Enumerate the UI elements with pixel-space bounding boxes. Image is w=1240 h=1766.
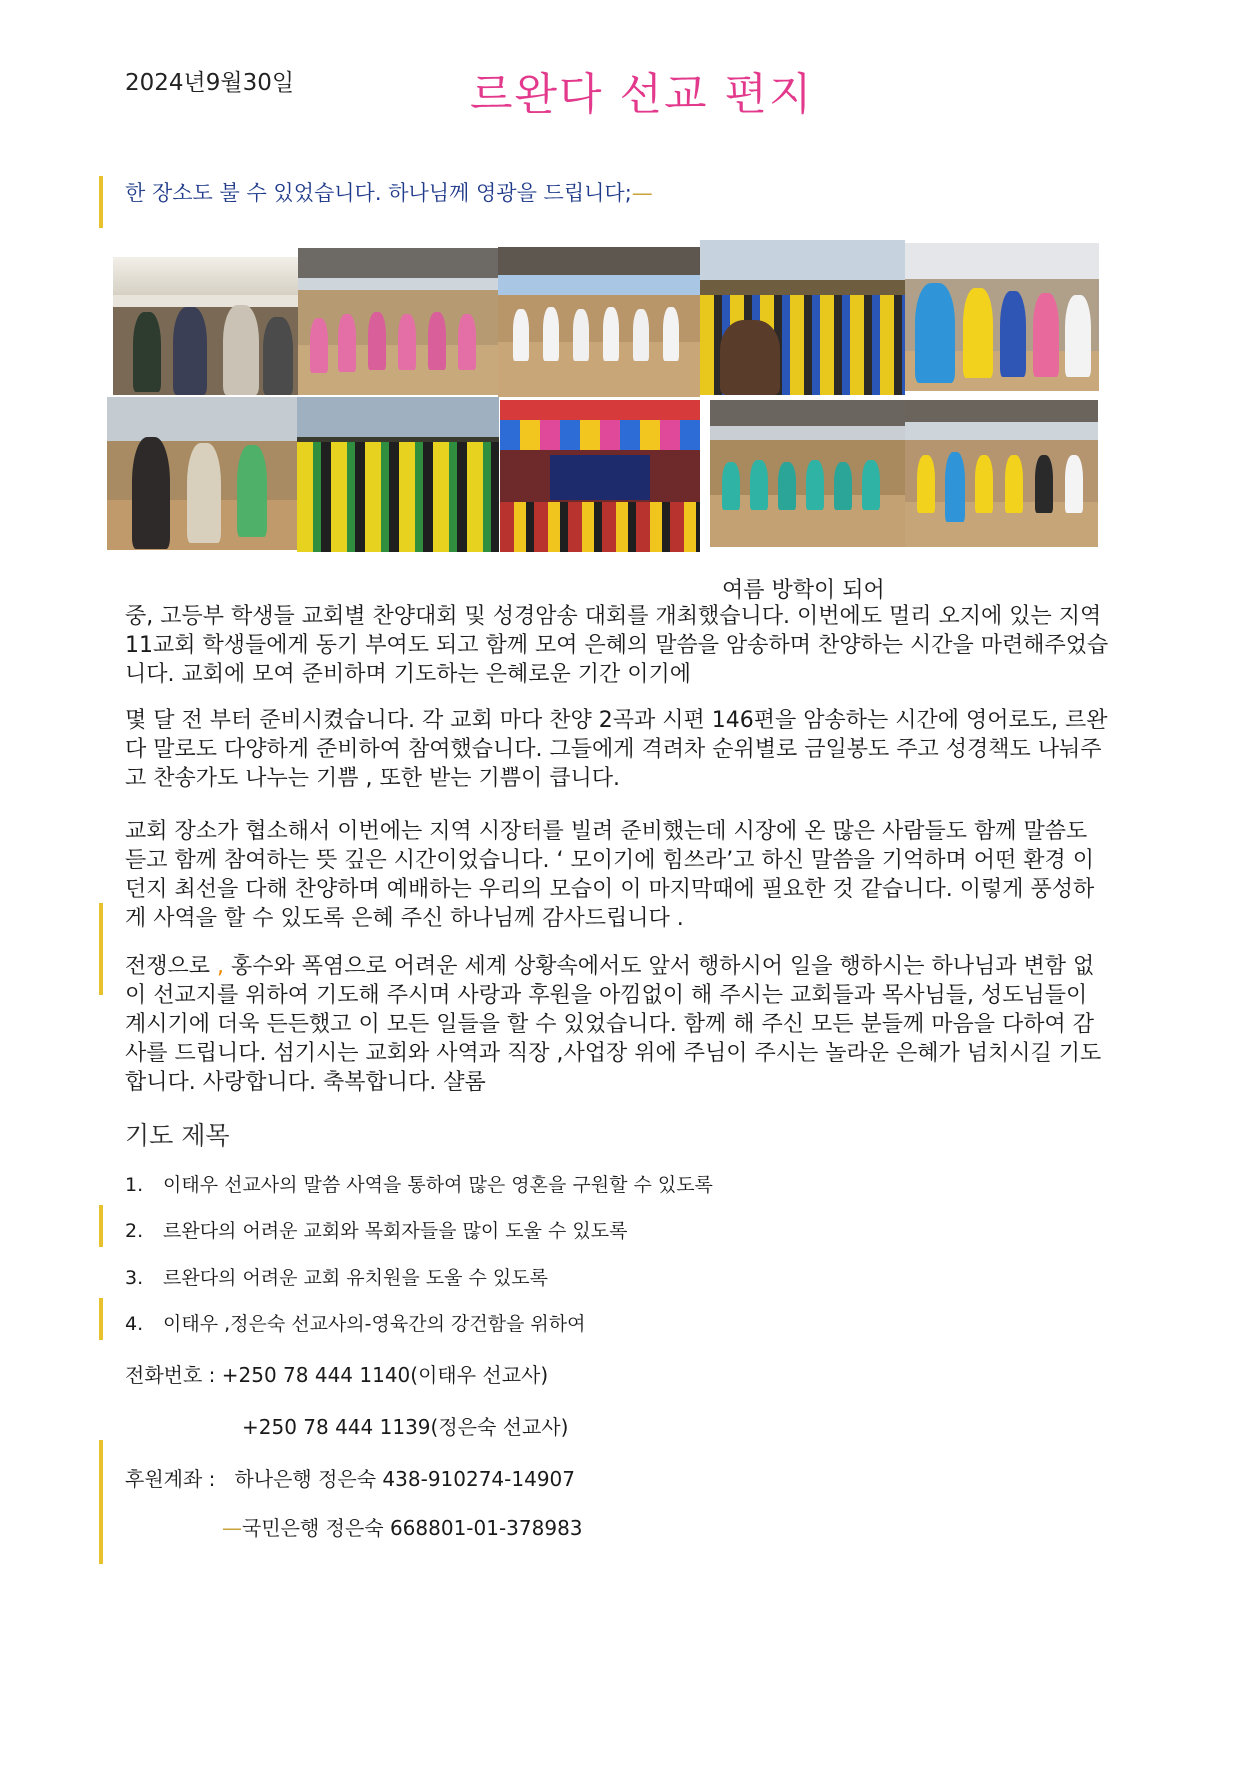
paragraph-4-a: 전쟁으로	[125, 954, 218, 979]
photo-white-choir	[498, 247, 700, 397]
photo-pink-dancers	[298, 248, 498, 395]
margin-bar	[99, 1205, 103, 1247]
account-line-1	[125, 1463, 575, 1492]
photo-crowd-hands	[700, 240, 905, 395]
photo-gift-giving	[107, 397, 297, 550]
photo-yellow-line	[905, 400, 1098, 547]
prayer-item	[125, 1309, 586, 1336]
prayer-item-num: 1.	[125, 1174, 144, 1196]
photo-green-books	[297, 397, 499, 552]
prayer-item-num: 4.	[125, 1313, 144, 1335]
subtitle-tail: —	[631, 181, 653, 205]
photo-bible-raise	[905, 243, 1099, 391]
phone-number-2: +250 78 444 1139(정은숙 선교사)	[242, 1415, 569, 1439]
prayer-item-num: 3.	[125, 1267, 144, 1289]
paragraph-1: 중, 고등부 학생들 교회별 찬양대회 및 성경암송 대회를 개최했습니다. 이번에도 멀리 오지에 있는 지역 11교회 학생들에게 동기 부여도 되고 함께 모여 은혜의 말씀을 암송하며 찬양하는 시간을 마련해주었습니다. 교회에 모여 준비하며 기도하는 은혜로운 기간 이기에	[125, 604, 1109, 687]
account-label: 후원계좌 :	[125, 1467, 216, 1491]
photo-stage-hall	[500, 400, 700, 552]
paragraph-3: 교회 장소가 협소해서 이번에는 지역 시장터를 빌려 준비했는데 시장에 온 많은 사람들도 함께 말씀도 듣고 함께 참여하는 뜻 깊은 시간이었습니다. ‘ 모이기에 힘쓰라’고 하신 말씀을 기억하며 어떤 환경 이던지 최선을 다해 찬양하며 예배하는 우리의 모습이 이 마지막때에 필요한 것 같습니다. 이렇게 풍성하게 사역을 할 수 있도록 은혜 주신 하나님께 감사드립니다 .	[125, 819, 1095, 931]
subtitle	[125, 177, 653, 207]
margin-bar	[99, 903, 103, 995]
paragraph-2: 몇 달 전 부터 준비시켰습니다. 각 교회 마다 찬양 2곡과 시편 146편을 암송하는 시간에 영어로도, 르완다 말로도 다양하게 준비하여 참여했습니다. 그들에게 격려차 순위별로 금일봉도 주고 성경책도 나눠주고 찬송가도 나누는 기쁨 , 또한 받는 기쁨이 큽니다.	[125, 708, 1108, 791]
prayer-heading: 기도 제목	[125, 1121, 230, 1150]
account-line-2	[222, 1512, 583, 1541]
margin-bar	[99, 176, 103, 228]
account-number-1: 하나은행 정은숙 438-910274-14907	[234, 1467, 576, 1491]
phone-number-1: +250 78 444 1140(이태우 선교사)	[221, 1363, 549, 1387]
letter-title: 르완다 선교 편지	[470, 69, 814, 120]
prayer-item-text: 이태우 ,정은숙 선교사의-영육간의 강건함을 위하여	[163, 1313, 586, 1335]
prayer-item-text: 이태우 선교사의 말씀 사역을 통하여 많은 영혼을 구원할 수 있도록	[163, 1174, 713, 1196]
paragraph-4-comma: ,	[217, 954, 225, 979]
prayer-item-text: 르완다의 어려운 교회 유치원을 도울 수 있도록	[163, 1267, 548, 1289]
phone-line-1	[125, 1359, 548, 1388]
margin-bar	[99, 1298, 103, 1340]
photo-tent-meeting	[113, 257, 298, 395]
prayer-item-text: 르완다의 어려운 교회와 목회자들을 많이 도울 수 있도록	[163, 1220, 628, 1242]
phone-label: 전화번호 :	[125, 1363, 216, 1387]
prayer-item	[125, 1216, 627, 1243]
prayer-item	[125, 1263, 548, 1290]
account-dash: —	[222, 1516, 242, 1540]
account-number-2: 국민은행 정은숙 668801-01-378983	[242, 1516, 583, 1540]
letter-date: 2024년9월30일	[125, 70, 295, 96]
prayer-item	[125, 1170, 713, 1197]
prayer-item-num: 2.	[125, 1220, 144, 1242]
paragraph-4-b: 홍수와 폭염으로 어려운 세계 상황속에서도 앞서 행하시어 일을 행하시는 하나님과 변함 없이 선교지를 위하여 기도해 주시며 사랑과 후원을 아낌없이 해 주시는 교회들과 목사님들, 성도님들이 계시기에 더욱 든든했고 이 모든 일들을 할 수 있었습니다. 함께 해 주신 모든 분들께 마음을 다하여 감사를 드립니다. 섬기시는 교회와 사역과 직장 ,사업장 위에 주님이 주시는 놀라운 은혜가 넘치시길 기도합니다. 사랑합니다. 축복합니다. 샬롬	[125, 954, 1102, 1095]
subtitle-text: 한 장소도 불 수 있었습니다. 하나님께 영광을 드립니다;	[125, 181, 632, 205]
paragraph-1-start: 여름 방학이 되어	[722, 578, 885, 603]
paragraph-4	[125, 952, 1110, 1097]
photo-teal-choir	[710, 400, 905, 547]
margin-bar	[99, 1440, 103, 1564]
